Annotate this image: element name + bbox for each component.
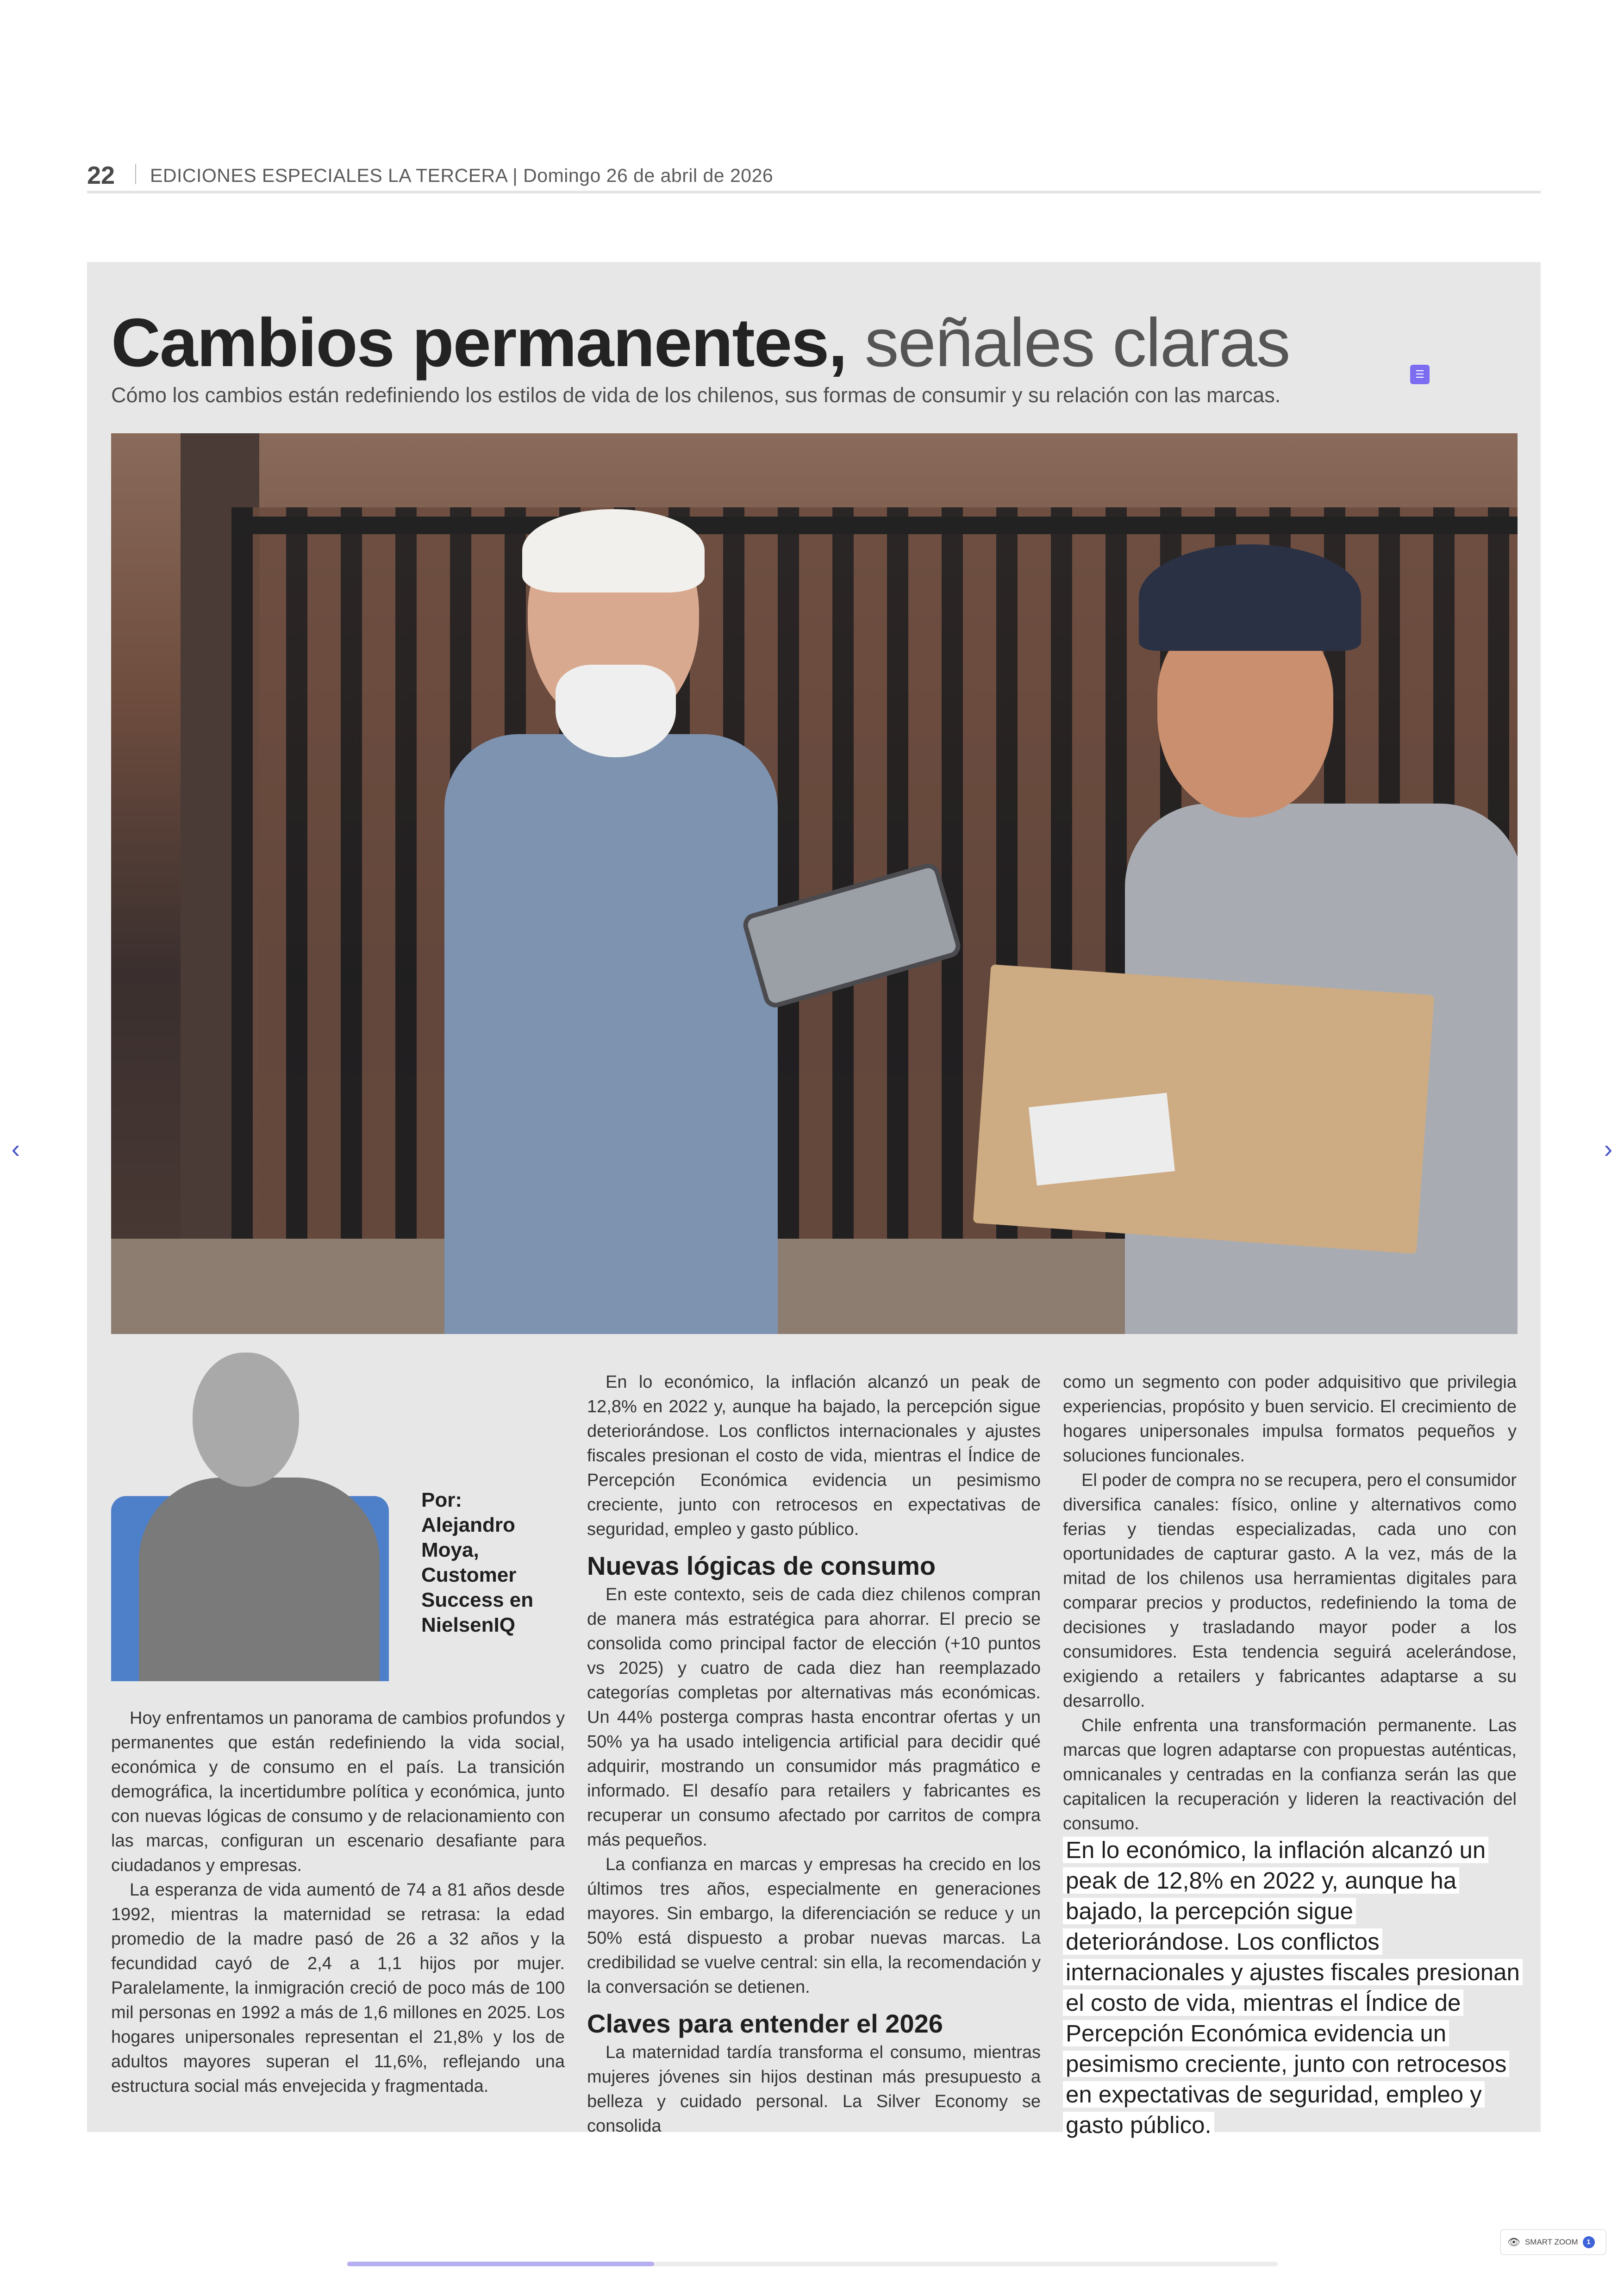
author-photo [111, 1353, 407, 1681]
page-number: 22 [87, 162, 115, 189]
chevron-right-icon[interactable]: › [1604, 1134, 1613, 1163]
title-bold: Cambios permanentes, [111, 305, 847, 381]
paragraph: La esperanza de vida aumentó de 74 a 81 años desde 1992, mientras la maternidad se retrasa: la edad promedio de la madre pasó de 26 a 32 años y la fecundidad cayó de 2,4 a 1,1 hijos por mujer. Paralelamente, la inmigración creció de poco más de 100 mil personas en 1992 a más de 1,6 millones en 2025. Los hogares unipersonales representan el 21,8% y los de adultos mayores superan el 11,6%, reflejando una estructura social más envejecida y fragmentada. [111, 1880, 565, 2096]
column-3 [1063, 1370, 1517, 1836]
section-heading: Nuevas lógicas de consumo [587, 1551, 936, 1580]
author-byline: Por: Alejandro Moya, Customer Success en NielsenIQ [421, 1489, 534, 1636]
title-light: señales claras [846, 305, 1290, 381]
chevron-left-icon[interactable]: ‹ [11, 1134, 20, 1163]
article-title [111, 304, 1290, 382]
paragraph: La confianza en marcas y empresas ha crecido en los últimos tres años, especialmente en generaciones mayores. Sin embargo, la diferenciación se reduce y un 50% está dispuesto a probar nuevas marcas. La credibilidad se vuelve central: sin ella, la recomendación y la conversación se detienen. [587, 1855, 1041, 1997]
paragraph: El poder de compra no se recupera, pero el consumidor diversifica canales: físico, online y alternativos como ferias y tiendas especializadas, cada uno con oportunidades de capturar gasto. A la vez, más de la mitad de los chilenos usa herramientas digitales para comparar precios y productos, redefiniendo la toma de decisiones y trasladando mayor poder a los consumidores. Esta tendencia seguirá acelerándose, exigiendo a retailers y fabricantes adaptarse a su desarrollo. [1063, 1471, 1517, 1711]
publication-line: EDICIONES ESPECIALES LA TERCERA | Domingo 26 de abril de 2026 [150, 165, 774, 186]
smart-zoom-badge: 1 [1583, 2236, 1595, 2248]
reading-progress-bar[interactable] [347, 2262, 1278, 2266]
paragraph: como un segmento con poder adquisitivo que privilegia experiencias, propósito y buen servicio. El crecimiento de hogares unipersonales impulsa formatos pequeños y soluciones funcionales. [1063, 1372, 1517, 1466]
pull-quote-text: En lo económico, la inflación alcanzó un peak de 12,8% en 2022 y, aunque ha bajado, la percepción sigue deteriorándose. Los conflictos internacionales y ajustes fiscales presionan el costo de vida, mientras el Índice de Percepción Económica evidencia un pesimismo creciente, junto con retrocesos en expectativas de seguridad, empleo y gasto público. [1063, 1837, 1523, 2138]
column-1 [111, 1706, 565, 2099]
section-heading: Claves para entender el 2026 [587, 2009, 943, 2038]
smart-zoom-label: SMART ZOOM [1524, 2238, 1578, 2246]
note-icon[interactable]: ☰ [1410, 365, 1430, 384]
column-2 [587, 1370, 1041, 2139]
eye-icon: 👁 [1507, 2236, 1520, 2248]
hero-photo [111, 433, 1518, 1334]
paragraph: Chile enfrenta una transformación permanente. Las marcas que logren adaptarse con propuestas auténticas, omnicanales y centradas en la confianza serán las que capitalicen la recuperación y lideren la reactivación del consumo. [1063, 1716, 1517, 1834]
photo-shipping-label [1029, 1093, 1175, 1185]
header-divider [135, 164, 136, 184]
smart-zoom-button[interactable] [1500, 2229, 1606, 2255]
paragraph: En lo económico, la inflación alcanzó un peak de 12,8% en 2022 y, aunque ha bajado, la percepción sigue deteriorándose. Los conflictos internacionales y ajustes fiscales presionan el costo de vida, mientras el Índice de Percepción Económica evidencia un pesimismo creciente, junto con retrocesos en expectativas de seguridad, empleo y gasto público. [587, 1372, 1041, 1539]
reading-progress-fill [347, 2262, 654, 2266]
paragraph: La maternidad tardía transforma el consumo, mientras mujeres jóvenes sin hijos destinan más presupuesto a belleza y cuidado personal. La Silver Economy se consolida [587, 2043, 1041, 2136]
pull-quote [1063, 1835, 1521, 2140]
article-panel [87, 262, 1541, 2138]
page-header [87, 160, 1541, 193]
paragraph: En este contexto, seis de cada diez chilenos compran de manera más estratégica para ahorrar. El precio se consolida como principal factor de elección (+10 puntos vs 2025) y cuatro de cada diez han reemplazado categorías completas por alternativas más económicas. Un 44% posterga compras hasta encontrar ofertas y un 50% ya ha usado inteligencia artificial para decidir qué adquirir, mostrando un consumidor más pragmático e informado. El desafío para retailers y fabricantes es recuperar un consumo afectado por carritos de compra más pequeños. [587, 1585, 1041, 1850]
paragraph: Hoy enfrentamos un panorama de cambios profundos y permanentes que están redefiniendo la vida social, económica y de consumo en el país. La transición demográfica, la incertidumbre política y económica, junto con nuevas lógicas de consumo y de relacionamiento con las marcas, configuran un escenario desafiante para ciudadanos y empresas. [111, 1709, 565, 1875]
article-subtitle: Cómo los cambios están redefiniendo los estilos de vida de los chilenos, sus formas de consumir y su relación con las marcas. [111, 383, 1281, 407]
